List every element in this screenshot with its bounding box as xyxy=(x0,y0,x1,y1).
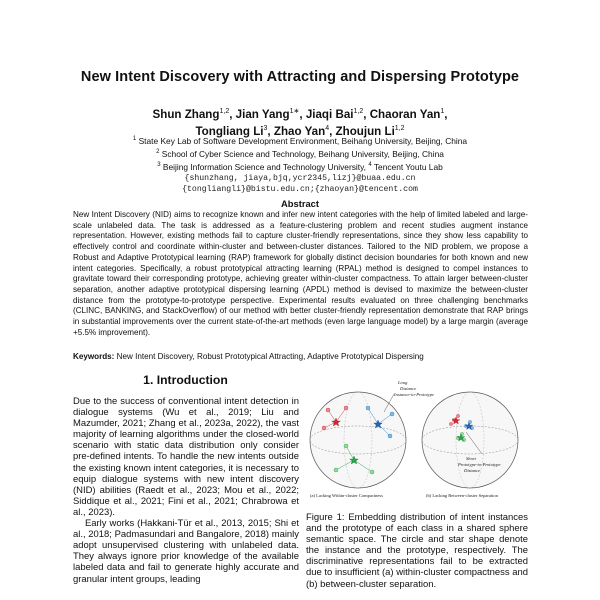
author-name: Zhao Yan xyxy=(273,124,326,138)
author-sep: , xyxy=(444,107,448,121)
affiliation: $^3$ Beijing Information Science and Technology University, $^4$ Tencent Youtu Lab xyxy=(157,161,443,172)
svg-text:Long: Long xyxy=(398,380,408,385)
author-name: Jian Yang xyxy=(235,107,290,121)
author-sep: , xyxy=(363,107,370,121)
subfig-label-a: (a) Lacking Within-cluster Compactness xyxy=(310,493,383,498)
author-sep: , xyxy=(329,124,336,138)
author-sup: 1,2 xyxy=(394,124,405,132)
sphere-b xyxy=(422,392,518,488)
email-line: {shunzhang, jiaya,bjq,ycr2345,lizj}@buaa.edu.cn xyxy=(184,174,416,183)
subfig-label-b: (b) Lacking Between-cluster Separation xyxy=(426,493,498,498)
email-line: {tongliangli}@bistu.edu.cn;{zhaoyan}@tencent.com xyxy=(182,185,418,195)
intro-paragraph: Due to the success of conventional intent detection in dialogue systems (Wu et al., 2019; Liu and Mazumder, 2021; Zhang et al., 2023a, 2022), the vast majority of learning algorithms under the closed-world scenario with static data distribution only consider pre-defined intents. To handle the new intents outside the existing known intent categories, it is necessary to equip dialogue systems with new intent discovery (NID) abilities (Raedt et al., 2023; Mou et al., 2022; Siddique et al., 2021; Fini et al., 2021; Chrabrowa et al., 2023). xyxy=(73,396,299,518)
figure-1-illustration xyxy=(306,372,528,512)
author-sup: 3 xyxy=(263,124,268,132)
section-heading: 1. Introduction xyxy=(143,373,228,387)
figure-caption: Figure 1: Embedding distribution of intent instances and the prototype of each class in a shared sphere semantic space. The circle and star shape denote the instance and the prototype, respectively. The discriminative representations fail to be extracted due to insufficient (a) within-cluster compactness and (b) between-cluster separation. xyxy=(306,512,528,590)
affiliations xyxy=(0,134,600,195)
author-sup: 1,2 xyxy=(353,108,364,115)
svg-text:Instance-to-Prototype: Instance-to-Prototype xyxy=(394,392,435,397)
svg-text:Prototype-to-Prototype: Prototype-to-Prototype xyxy=(458,462,501,467)
sphere-a xyxy=(310,392,406,488)
svg-text:Short: Short xyxy=(466,456,476,461)
author-name: Tongliang Li xyxy=(195,124,264,138)
keywords-text: New Intent Discovery, Robust Prototypical Attracting, Adaptive Prototypical Dispersing xyxy=(116,352,424,361)
author-name: Jiaqi Bai xyxy=(305,107,354,121)
intro-column xyxy=(73,396,299,585)
keywords-label: Keywords: xyxy=(73,352,115,361)
author-sep: , xyxy=(267,124,274,138)
author-sup: 4 xyxy=(325,124,330,132)
author-sep: , xyxy=(299,107,306,121)
paper-title: New Intent Discovery with Attracting and Dispersing Prototype xyxy=(80,69,520,85)
author-line-1 xyxy=(0,105,600,122)
svg-text:Distance: Distance xyxy=(400,386,417,391)
keywords xyxy=(73,352,528,363)
svg-text:Distance: Distance xyxy=(464,468,481,473)
abstract-heading: Abstract xyxy=(280,198,320,209)
author-sup: 1∗ xyxy=(289,108,300,115)
author-sup: 1,2 xyxy=(219,108,230,115)
author-name: Zhoujun Li xyxy=(335,124,395,138)
affiliation: $^1$ State Key Lab of Software Development Environment, Beihang University, Beijing, China xyxy=(132,135,468,146)
author-name: Shun Zhang xyxy=(152,107,220,121)
abstract-text: New Intent Discovery (NID) aims to recognize known and infer new intent categories with the help of limited labeled and large-scale unlabeled data. The task is addressed as a feature-clustering problem and recent studies augment instance representation. However, existing methods fail to capture cluster-friendly representations, since they show less capability to effectively control and coordinate within-cluster and between-cluster distances. Tailored to the NID problem, we propose a Robust and Adaptive Prototypical learning (RAP) framework for globally distinct decision boundaries for both known and new intent categories. Specifically, a robust prototypical attracting learning (RPAL) method is designed to compel instances to gravitate toward their corresponding prototype, achieving greater within-cluster compactness. To attain larger between-cluster separation, another adaptive prototypical dispersing learning (APDL) method is devised to maximize the between-cluster distance from the prototype-to-prototype perspective. Experimental results evaluated on three challenging benchmarks (CLINC, BANKING, and StackOverflow) of our method with better cluster-friendly representation demonstrate that RAP brings in substantial improvements over the current state-of-the-art methods (even large language model) by a large margin (average +5.5% improvement). xyxy=(73,210,528,337)
author-name: Chaoran Yan xyxy=(369,107,441,121)
intro-paragraph: Early works (Hakkani-Tür et al., 2013, 2015; Shi et al., 2018; Padmasundari and Bangalore, 2018) mainly adopt unsupervised clustering with unlabeled data. They always ignore prior knowledge of the available labeled data and fail to generate highly accurate and granular intent groups, leading xyxy=(73,518,299,585)
author-sep: , xyxy=(229,107,236,121)
author-sup: 1 xyxy=(440,108,445,115)
affiliation: $^2$ School of Cyber Science and Technology, Beihang University, Beijing, China xyxy=(156,148,444,159)
